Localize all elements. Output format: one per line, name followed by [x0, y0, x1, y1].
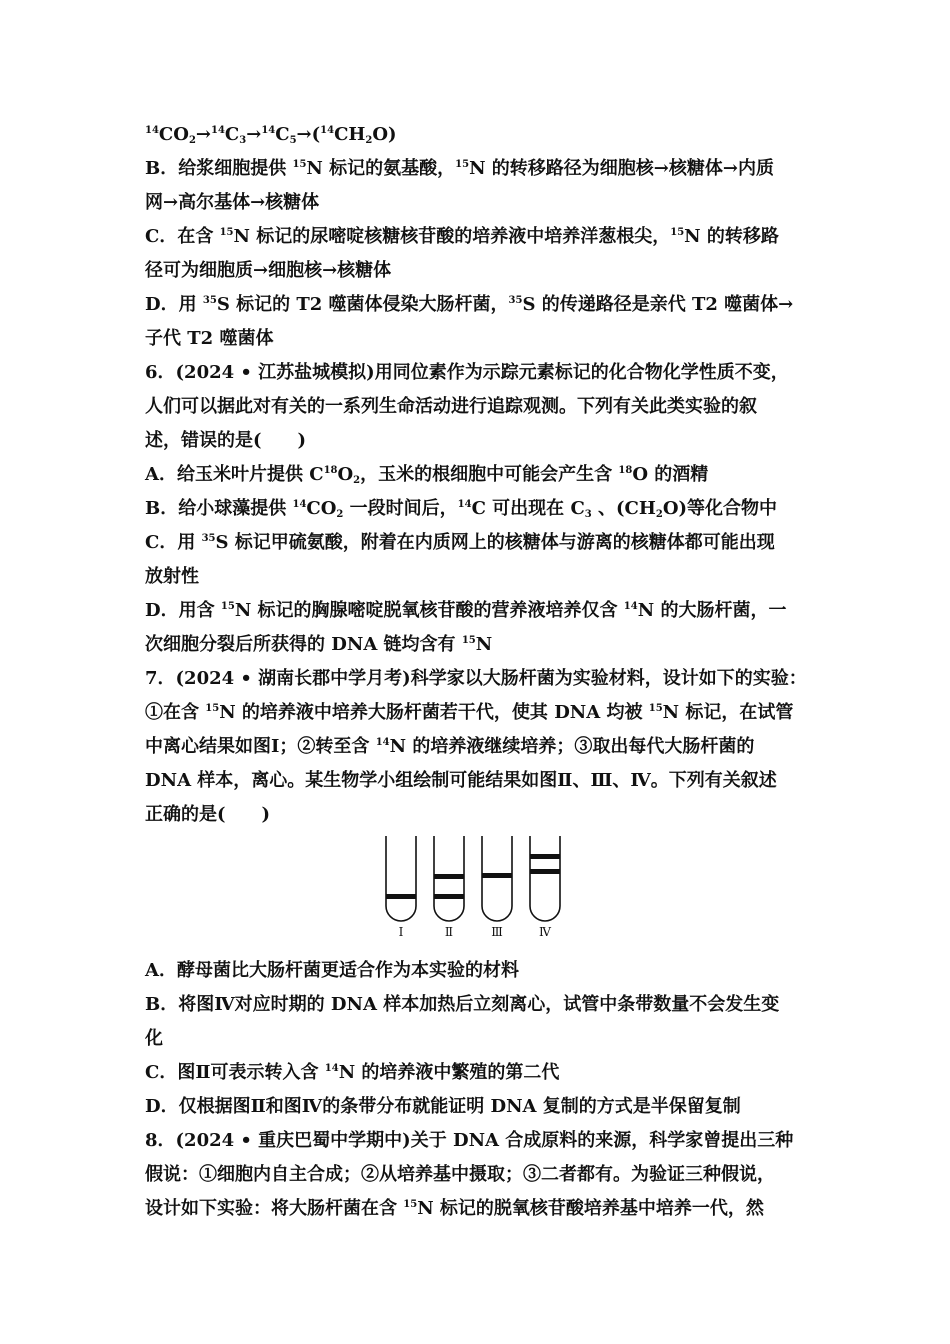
band-tube4-light: [530, 854, 560, 859]
q5-option-d-cont: 子代 T2 噬菌体: [145, 328, 274, 349]
tube-label-4: Ⅳ: [539, 925, 551, 939]
q7-option-b: B．将图Ⅳ对应时期的 DNA 样本加热后立刻离心，试管中条带数量不会发生变: [145, 994, 780, 1015]
q6-option-c-cont: 放射性: [145, 566, 199, 587]
band-tube4-mid: [530, 869, 560, 874]
tube-label-3: Ⅲ: [491, 925, 503, 939]
q5-option-b-cont: 网→高尔基体→核糖体: [145, 192, 320, 213]
q7-option-b-cont: 化: [145, 1028, 163, 1049]
q6-option-c: C．用 $^{35}$S 标记甲硫氨酸，附着在内质网上的核糖体与游离的核糖体都可能出现: [145, 532, 775, 553]
q5-option-b: B．给浆细胞提供 $^{15}$N 标记的氨基酸，$^{15}$N 的转移路径为细胞核→核糖体→内质: [145, 158, 774, 179]
q7-source: (2024 • 湖南长郡中学月考): [175, 668, 411, 689]
q8-stem-line2: 假说：①细胞内自主合成；②从培养基中摄取；③二者都有。为验证三种假说，: [145, 1164, 775, 1185]
q6-stem-line2: 人们可以据此对有关的一系列生命活动进行追踪观测。下列有关此类实验的叙: [145, 396, 757, 417]
q5-option-c-cont: 径可为细胞质→细胞核→核糖体: [145, 260, 392, 281]
q7-option-c: C．图Ⅱ可表示转入含 $^{14}$N 的培养液中繁殖的第二代: [145, 1062, 560, 1083]
q7-stem-line4: DNA 样本，离心。某生物学小组绘制可能结果如图Ⅱ、Ⅲ、Ⅳ。下列有关叙述: [145, 770, 777, 791]
tube-4: [530, 836, 560, 921]
q6-source: (2024 • 江苏盐城模拟): [175, 362, 375, 383]
q7-number: 7．: [145, 668, 176, 689]
q7-stem: 7．(2024 • 湖南长郡中学月考)科学家以大肠杆菌为实验材料，设计如下的实验：: [145, 668, 807, 689]
q8-stem: 8．(2024 • 重庆巴蜀中学期中)关于 DNA 合成原料的来源，科学家曾提出三种: [145, 1130, 794, 1151]
exam-page: [145, 118, 825, 1226]
tube-label-2: Ⅱ: [444, 925, 454, 939]
q8-number: 8．: [145, 1130, 176, 1151]
tube-1: [386, 836, 416, 921]
q7-option-d: D．仅根据图Ⅱ和图Ⅳ的条带分布就能证明 DNA 复制的方式是半保留复制: [145, 1096, 741, 1117]
q5-option-d: D．用 $^{35}$S 标记的 T2 噬菌体侵染大肠杆菌，$^{35}$S 的传递路径是亲代 T2 噬菌体→: [145, 294, 794, 315]
tube-3: [482, 836, 512, 921]
q6-number: 6．: [145, 362, 176, 383]
q8-source: (2024 • 重庆巴蜀中学期中): [175, 1130, 411, 1151]
q6-stem-line3: 述，错误的是( ): [145, 430, 307, 451]
band-tube1-heavy: [386, 894, 416, 899]
q7-stem-line5: 正确的是( ): [145, 804, 271, 825]
band-tube3-mid: [482, 873, 512, 878]
q7-option-a: A．酵母菌比大肠杆菌更适合作为本实验的材料: [145, 960, 519, 981]
band-tube2-heavy: [434, 894, 464, 899]
q7-stem-line2: ①在含 $^{15}$N 的培养液中培养大肠杆菌若干代，使其 DNA 均被 $^{15}$N 标记，在试管: [145, 702, 794, 723]
q8-stem-line3: 设计如下实验：将大肠杆菌在含 $^{15}$N 标记的脱氧核苷酸培养基中培养一代，然: [145, 1198, 764, 1219]
q6-option-d: D．用含 $^{15}$N 标记的胸腺嘧啶脱氧核苷酸的营养液培养仅含 $^{14}$N 的大肠杆菌，一: [145, 600, 787, 621]
test-tube-figure: [145, 836, 825, 948]
q6-option-a: A．给玉米叶片提供 $C^{18}O_2$，玉米的根细胞中可能会产生含 $^{18}$O 的酒精: [145, 464, 709, 486]
q6-option-b: B．给小球藻提供 $^{14}CO_2$ 一段时间后，$^{14}$C 可出现在 $C_3$ 、$(CH_2O)$等化合物中: [145, 498, 778, 520]
q6-option-d-cont: 次细胞分裂后所获得的 DNA 链均含有 $^{15}$N: [145, 634, 493, 655]
q7-stem-line3: 中离心结果如图Ⅰ；②转至含 $^{14}$N 的培养液继续培养；③取出每代大肠杆菌的: [145, 736, 755, 757]
q5-option-c: C．在含 $^{15}$N 标记的尿嘧啶核糖核苷酸的培养液中培养洋葱根尖，$^{15}$N 的转移路: [145, 226, 779, 247]
q6-stem: 6．(2024 • 江苏盐城模拟)用同位素作为示踪元素标记的化合物化学性质不变，: [145, 362, 789, 383]
q5-formula-line: $^{14}CO_2\to^{14}C_3\to^{14}C_5\to(^{14}CH_2O)$: [145, 124, 397, 146]
tube-label-1: Ⅰ: [398, 925, 404, 939]
band-tube2-mid: [434, 874, 464, 879]
